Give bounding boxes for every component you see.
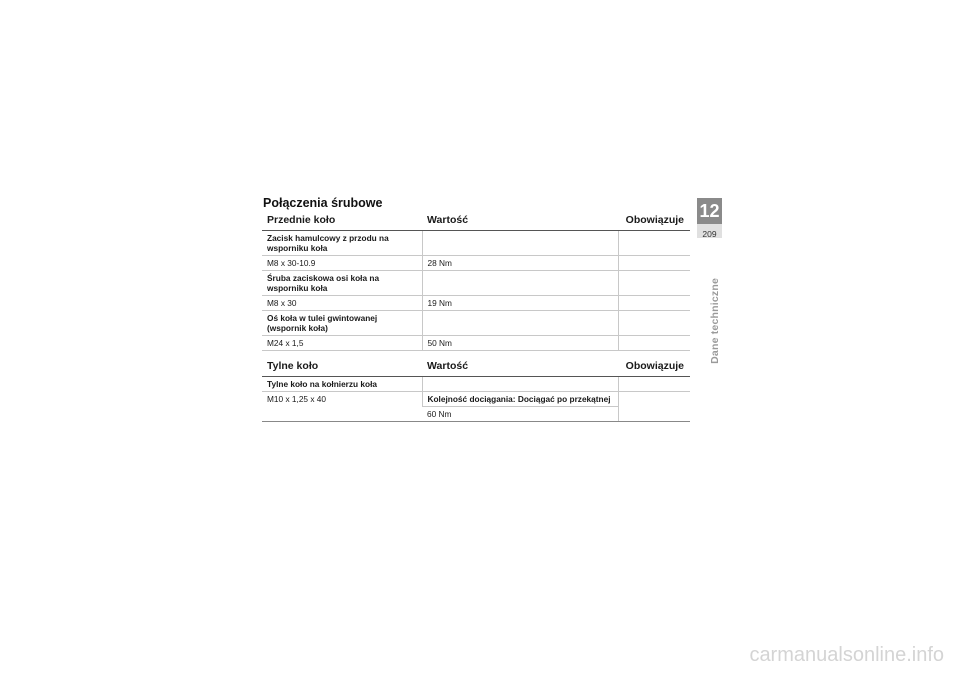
row-label: M8 x 30-10.9: [262, 256, 422, 271]
row-label: Oś koła w tulei gwintowanej (wspornik koła): [262, 311, 422, 336]
header-value: Wartość: [422, 351, 618, 377]
chapter-number: 12: [699, 201, 720, 221]
row-label: M24 x 1,5: [262, 336, 422, 351]
table-row: [262, 311, 690, 336]
table-row: [262, 256, 690, 271]
row-applies: [618, 231, 690, 256]
row-label: M10 x 1,25 x 40: [262, 392, 422, 422]
header-applies: Obowiązuje: [618, 210, 690, 231]
row-label: Śruba zaciskowa osi koła na wsporniku koła: [262, 271, 422, 296]
front-wheel-header: [262, 210, 690, 231]
row-value: [422, 377, 618, 392]
page-title: Połączenia śrubowe: [263, 196, 383, 210]
row-value: 28 Nm: [422, 256, 618, 271]
row-value: [422, 231, 618, 256]
header-value: Wartość: [422, 210, 618, 231]
table-row: [262, 231, 690, 256]
table-row: [262, 377, 690, 392]
header-applies: Obowiązuje: [618, 351, 690, 377]
row-applies: [618, 296, 690, 311]
row-value: [422, 311, 618, 336]
row-value: [422, 271, 618, 296]
table-row: [262, 392, 690, 407]
header-rear-wheel: Tylne koło: [262, 351, 422, 377]
row-label: M8 x 30: [262, 296, 422, 311]
row-applies: [618, 336, 690, 351]
chapter-side-label: Dane techniczne: [709, 278, 721, 364]
screw-connections-table: [262, 210, 690, 422]
row-applies: [618, 311, 690, 336]
row-value: 60 Nm: [422, 407, 618, 422]
row-applies: [618, 256, 690, 271]
row-applies: [618, 377, 690, 392]
row-label: Zacisk hamulcowy z przodu na wsporniku koła: [262, 231, 422, 256]
row-value: 19 Nm: [422, 296, 618, 311]
page-number-box: [697, 224, 722, 238]
header-front-wheel: Przednie koło: [262, 210, 422, 231]
row-value: 50 Nm: [422, 336, 618, 351]
watermark: carmanualsonline.info: [749, 644, 944, 666]
row-value: Kolejność dociągania: Dociągać po przekątnej: [422, 392, 618, 407]
table-row: [262, 296, 690, 311]
chapter-tab: [697, 198, 722, 224]
table-row: [262, 336, 690, 351]
row-applies: [618, 392, 690, 422]
rear-wheel-header: [262, 351, 690, 377]
page-number: 209: [702, 229, 717, 239]
table-row: [262, 271, 690, 296]
row-applies: [618, 271, 690, 296]
row-label: Tylne koło na kołnierzu koła: [262, 377, 422, 392]
